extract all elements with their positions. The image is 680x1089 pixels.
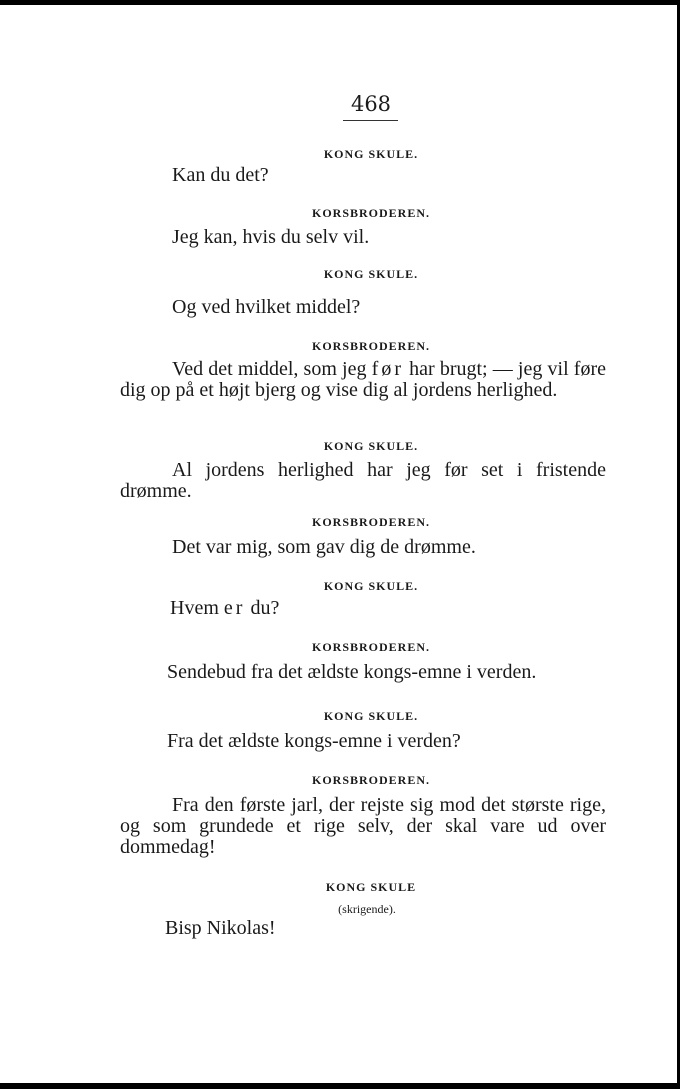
dialogue-emphasis: er (223, 597, 246, 619)
scan-edge-top (0, 0, 680, 5)
speaker-label: KORSBRODEREN. (311, 515, 431, 529)
speaker-label: KONG SKULE. (323, 579, 419, 593)
speaker-label: KONG SKULE. (323, 147, 419, 161)
dialogue-line: Bisp Nikolas! (165, 917, 276, 939)
dialogue-line: Sendebud fra det ældste kongs-emne i verden. (167, 661, 537, 683)
dialogue-line: Det var mig, som gav dig de drømme. (172, 536, 476, 558)
dialogue-text: har brugt; — jeg vil føre dig op på et højt bjerg og vise dig al jordens herlighed. (120, 358, 606, 401)
speaker-label: KORSBRODEREN. (311, 640, 431, 654)
dialogue-line: Fra det ældste kongs-emne i verden? (167, 730, 461, 752)
page-number: 468 (350, 92, 392, 116)
dialogue-line: Jeg kan, hvis du selv vil. (172, 226, 370, 248)
stage-direction: (skrigende). (338, 902, 396, 916)
dialogue-line (170, 597, 279, 620)
speaker-label: KORSBRODEREN. (311, 206, 431, 220)
dialogue-emphasis: før (371, 358, 404, 380)
dialogue-paragraph: Fra den første jarl, der rejste sig mod det største rige, og som grundede et rige selv, der skal vare ud over dommedag! (120, 794, 606, 858)
dialogue-text: Hvem (170, 597, 224, 619)
dialogue-text: du? (245, 597, 280, 619)
dialogue-text: Ved det middel, som jeg (172, 358, 372, 380)
dialogue-line: Og ved hvilket middel? (172, 296, 361, 318)
dialogue-paragraph: Al jordens herlighed har jeg før set i fristende drømme. (120, 459, 606, 502)
speaker-label: KONG SKULE. (323, 439, 419, 453)
dialogue-line: Kan du det? (172, 164, 269, 186)
dialogue-paragraph (120, 359, 606, 401)
scan-edge-bottom (0, 1083, 680, 1089)
speaker-label: KONG SKULE. (323, 709, 419, 723)
speaker-label: KONG SKULE. (323, 267, 419, 281)
speaker-label: KORSBRODEREN. (311, 773, 431, 787)
speaker-label: KONG SKULE (325, 880, 417, 894)
page-number-rule (343, 120, 398, 121)
speaker-label: KORSBRODEREN. (311, 339, 431, 353)
